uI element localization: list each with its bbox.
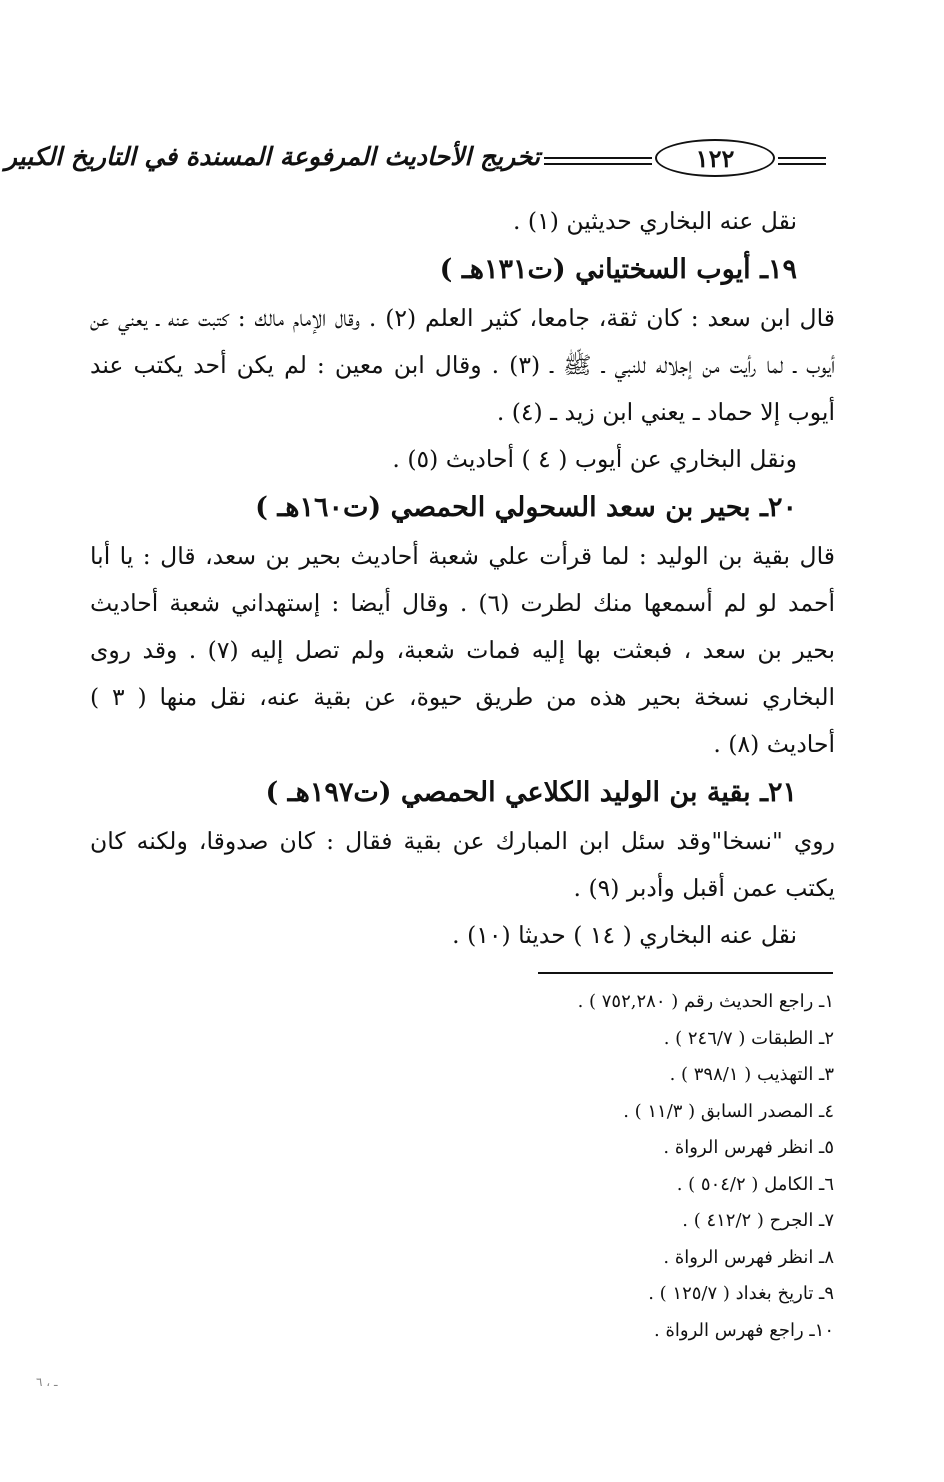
section-heading-21: ٢١ـ بقية بن الوليد الكلاعي الحمصي (ت١٩٧هـ ) — [265, 777, 797, 808]
footnote-4: ٤ـ المصدر السابق ( ١١/٣ ) . — [623, 1100, 834, 1122]
footnote-1: ١ـ راجع الحديث رقم ( ٧٥٢,٢٨٠ ) . — [577, 991, 834, 1012]
section-heading-20: ٢٠ـ بحير بن سعد السحولي الحمصي (ت١٦٠هـ ) — [255, 492, 797, 523]
main-text — [90, 198, 835, 959]
footnote-10: ١٠ـ راجع فهرس الرواة . — [654, 1319, 834, 1341]
footnote-separator — [538, 972, 833, 974]
section-19-paragraph-1: قال ابن سعد : كان ثقة، جامعا، كثير العلم (٢) . وقال الإمام مالك : كتبت عنه ـ يعني عن أيوب ـ لما رأيت من إجلاله للنبي ـ ﷺ ـ (٣) . وقال ابن معين : لم يكن أحد يكتب عند أيوب إلا حماد ـ يعني ابن زيد ـ (٤) . — [90, 304, 835, 426]
book-title: تخريج الأحاديث المرفوعة المسندة في التاريخ الكبير — [4, 142, 540, 171]
edge-mark: ـ ، ٦ — [36, 1375, 58, 1389]
footnotes — [500, 984, 834, 1349]
footnote-7: ٧ـ الجرح ( ٤١٢/٢ ) . — [682, 1210, 834, 1231]
footnote-5: ٥ـ انظر فهرس الرواة . — [663, 1137, 834, 1158]
footnote-6: ٦ـ الكامل ( ٥٠٤/٢ ) . — [676, 1173, 834, 1195]
section-19-paragraph-2: ونقل البخاري عن أيوب ( ٤ ) أحاديث (٥) . — [392, 445, 797, 473]
footnote-9: ٩ـ تاريخ بغداد ( ١٢٥/٧ ) . — [648, 1283, 834, 1304]
intro-line: نقل عنه البخاري حديثين (١) . — [512, 207, 797, 235]
section-21-paragraph-2: نقل عنه البخاري ( ١٤ ) حديثا (١٠) . — [452, 921, 797, 949]
section-21-paragraph-1: روي "نسخا"وقد سئل ابن المبارك عن بقية فقال : كان صدوقا، ولكنه كان يكتب عمن أقبل وأدبر (٩) . — [90, 827, 835, 902]
footnote-3: ٣ـ التهذيب ( ٣٩٨/١ ) . — [669, 1064, 834, 1085]
footnote-8: ٨ـ انظر فهرس الرواة . — [663, 1246, 834, 1268]
section-20-paragraph-1: قال بقية بن الوليد : لما قرأت علي شعبة أحاديث بحير بن سعد، قال : يا أبا أحمد لو لم أسمعها منك لطرت (٦) . وقال أيضا : إستهداني شعبة أحاديث بحير بن سعد ، فبعثت بها إليه فمات شعبة، ولم تصل إليه (٧) . وقد روى البخاري نسخة بحير هذه من طريق حيوة، عن بقية عنه، نقل منها ( ٣ ) أحاديث (٨) . — [90, 542, 836, 758]
footnote-2: ٢ـ الطبقات ( ٢٤٦/٧ ) . — [663, 1027, 834, 1049]
section-heading-19: ١٩ـ أيوب السختياني (ت١٣١هـ ) — [439, 254, 797, 285]
header-rule-left — [544, 157, 652, 167]
page-number: ١٢٢ — [655, 139, 775, 177]
header-rule-right — [778, 157, 826, 167]
